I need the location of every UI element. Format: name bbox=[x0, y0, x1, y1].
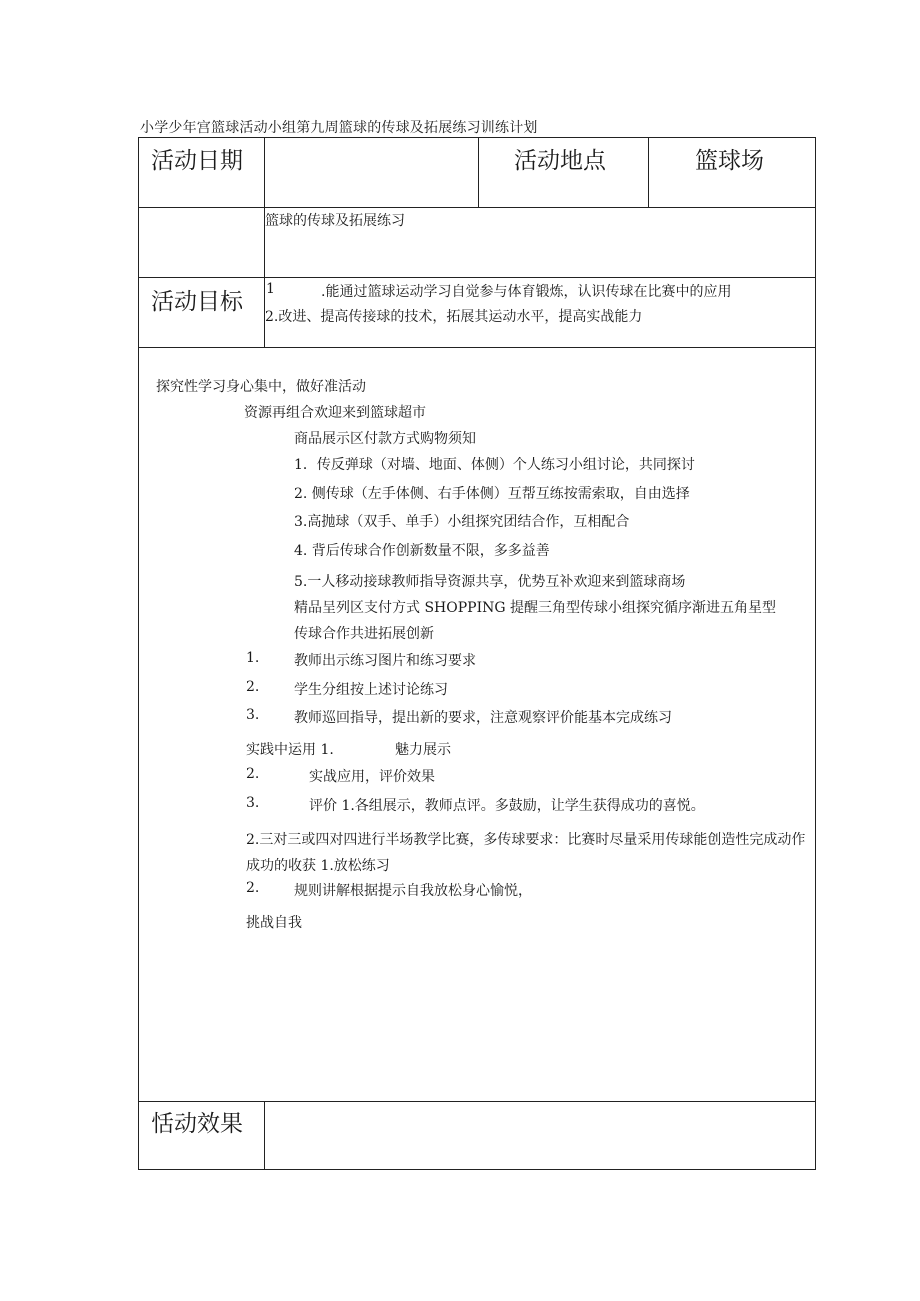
goal-2-text: 2.改进、提高传接球的技术，拓展其运动水平，提高实战能力 bbox=[265, 309, 643, 325]
place-label: 活动地点 bbox=[514, 148, 606, 174]
practice-number: 2. bbox=[246, 766, 260, 782]
column-divider bbox=[478, 138, 479, 207]
column-divider bbox=[264, 1101, 265, 1169]
step-number: 2. bbox=[246, 679, 260, 695]
process-line: 资源再组合欢迎来到篮球超市 bbox=[244, 405, 426, 421]
step-number: 3. bbox=[246, 707, 260, 723]
place-value: 篮球场 bbox=[695, 148, 764, 174]
process-line: 2. 侧传球（左手体侧、右手体侧）互帮互练按需索取，自由选择 bbox=[294, 486, 690, 502]
practice-text: 实战应用，评价效果 bbox=[309, 769, 435, 785]
process-line: 传球合作共进拓展创新 bbox=[294, 626, 434, 642]
process-line: 5.一人移动接球教师指导资源共享，优势互补欢迎来到篮球商场 bbox=[294, 574, 686, 590]
row-divider bbox=[139, 277, 815, 278]
row-divider bbox=[139, 1101, 815, 1102]
goal-1-text: .能通过篮球运动学习自觉参与体育锻炼，认识传球在比赛中的应用 bbox=[321, 284, 732, 300]
relax-text: 规则讲解根据提示自我放松身心愉悦， bbox=[294, 883, 532, 899]
row-divider bbox=[139, 347, 815, 348]
content-value: 篮球的传球及拓展练习 bbox=[265, 213, 405, 229]
plan-table bbox=[138, 137, 816, 1170]
goal-1-number: 1 bbox=[266, 281, 275, 297]
game-paragraph: 2.三对三或四对四进行半场教学比赛，多传球要求：比赛时尽量采用传球能创造性完成动作成功的收获 1.放松练习 bbox=[246, 832, 806, 874]
step-text: 教师出示练习图片和练习要求 bbox=[294, 653, 476, 669]
date-label: 活动日期 bbox=[151, 148, 243, 174]
step-text: 教师巡回指导，提出新的要求，注意观察评价能基本完成练习 bbox=[294, 710, 672, 726]
practice-heading: 实践中运用 1. bbox=[246, 742, 334, 758]
process-line: 3.高抛球（双手、单手）小组探究团结合作，互相配合 bbox=[294, 514, 630, 530]
row-divider bbox=[139, 207, 815, 208]
process-last-line: 挑战自我 bbox=[246, 915, 302, 931]
process-line: 4. 背后传球合作创新数量不限，多多益善 bbox=[294, 543, 550, 559]
process-line: 1．传反弹球（对墙、地面、体侧）个人练习小组讨论，共同探讨 bbox=[294, 457, 695, 473]
practice-text: 评价 1.各组展示，教师点评。多鼓励，让学生获得成功的喜悦。 bbox=[309, 798, 705, 814]
column-divider bbox=[648, 138, 649, 207]
document-title: 小学少年宫篮球活动小组第九周篮球的传球及拓展练习训练计划 bbox=[140, 120, 538, 136]
practice-heading-right: 魅力展示 bbox=[395, 742, 451, 758]
effect-label: 恬动效果 bbox=[151, 1111, 243, 1137]
step-number: 1. bbox=[246, 650, 260, 666]
process-line: 精品呈列区支付方式 SHOPPING 提醒三角型传球小组探究循序渐进五角星型 bbox=[294, 600, 776, 616]
step-text: 学生分组按上述讨论练习 bbox=[294, 682, 448, 698]
relax-number: 2. bbox=[246, 880, 260, 896]
process-line: 商品展示区付款方式购物须知 bbox=[294, 431, 476, 447]
practice-number: 3. bbox=[246, 795, 260, 811]
process-line: 探究性学习身心集中，做好准活动 bbox=[156, 379, 366, 395]
goals-label: 活动目标 bbox=[151, 289, 243, 315]
